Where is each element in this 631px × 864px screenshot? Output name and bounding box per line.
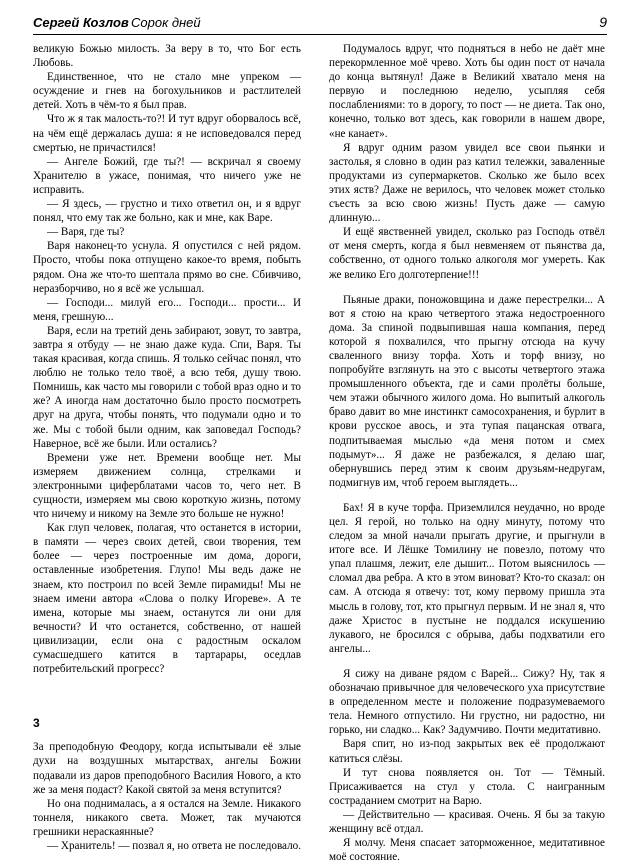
right-text-column (329, 42, 605, 864)
running-header (33, 12, 607, 35)
paragraph: Я молчу. Меня спасает заторможенное, медитативное моё состояние. (329, 837, 605, 864)
paragraph: И тут снова появляется он. Тот — Тёмный. Присаживается на стул у стола. С наигранным состраданием смотрит на Варю. (329, 766, 605, 807)
paragraph: Я вдруг одним разом увидел все свои пьянки и застолья, я словно в один раз катил тележки, заваленные продуктами из супермаркетов. Сколько же было всех этих яств? Даже не верилось, что человек может столько съесть за всю свою жизнь! Пусть даже — самую длинную... (329, 141, 605, 225)
paragraph: Бах! Я в куче торфа. Приземлился неудачно, но вроде цел. Я герой, но только на одну минуту, потому что следом за мной начали прыгать другие, и прыгнули в итоге все. И Лёшке Томилину не повезло, потому что упал плашмя, лежит, еле дышит... Потом выяснилось — сломал два ребра. А кто в этом виноват? Кто-то сказал: он сам. А отсюда я отвечу: тот, кому первому пришла эта мысль в голову, тот, кто прыгнул первым. И не знал я, что даже Христос в пустыне не поддался искушению лукавого, не бросился с обрыва, дабы подхватили его ангелы... (329, 501, 605, 655)
paragraph: Варя наконец-то уснула. Я опустился с ней рядом. Просто, чтобы пока отпущено какое-то время, побыть рядом. Она же что-то шептала прямо во сне. Сбивчиво, неразборчиво, но я всё же услышал. (33, 240, 301, 295)
paragraph: — Я здесь, — грустно и тихо ответил он, и я вдруг понял, что ему так же больно, как и мне, как Варе. (33, 198, 301, 225)
paragraph: Варя, если на третий день забирают, зовут, то завтра, завтра я отбуду — не знаю даже куда. Спи, Варя. Ты такая красивая, когда спишь. Я только сейчас понял, что люблю не только тело твоё, а всю тебя, душу твою. Помнишь, как часто мы говорили с тобой враз одно и то же? А иногда нам достаточно было просто посмотреть друг на друга, чтобы понять, что подумали одно и то же. Мы с тобой были одним, как заповедал Господь? Наверное, всё же были. Или остались? (33, 324, 301, 450)
paragraph: Подумалось вдруг, что подняться в небо не даёт мне перекормленное моё чрево. Хоть бы один пост от начала до конца вытянул! Даже в Великий хватало меня на первую и последнюю неделю, усыпляя себя послаблениями: то в дорогу, то пост — не диета. Так оно, конечно, только вот здесь, как говорили в нашем дворе, «не канает». (329, 43, 605, 140)
paragraph: — Ангеле Божий, где ты?! — вскричал я своему Хранителю в ужасе, понимая, что ничего уже не исправить. (33, 155, 301, 196)
paragraph: великую Божью милость. За веру в то, что Бог есть Любовь. (33, 43, 301, 70)
paragraph: Как глуп человек, полагая, что останется в истории, в памяти — через своих детей, свои творения, тем более — через построенные им дома, дороги, оставленные изобретения. Глупо! Мы ведь даже не знаем, кто построил по всей Земле пирамиды! Мы не знаем имени автора «Слова о полку Игореве». А те имена, которые мы знаем, останутся ли они для вечности? И что останется, собственно, от нашей цивилизации, если она с радостным оскалом сумасшедшего катится в тартарары, оседлав потребительский прогресс? (33, 522, 301, 676)
paragraph: — Хранитель! — позвал я, но ответа не последовало. (47, 839, 302, 852)
paragraph: Варя спит, но из-под закрытых век её продолжают катиться слёзы. (329, 738, 605, 765)
paragraph: Единственное, что не стало мне упреком — осуждение и гнев на богохульников и растлителей детей. Хоть в чём-то я был прав. (33, 71, 301, 112)
paragraph: И ещё явственней увидел, сколько раз Господь отвёл от меня смерть, когда я был невменяем от пьянства да, собственно, от одного только алкоголя мог умереть. Как же велико Его долготерпение!!! (329, 226, 605, 281)
paragraph: — Действительно — красивая. Очень. Я бы за такую женщину всё отдал. (329, 808, 605, 835)
header-book-title: Сорок дней (131, 15, 201, 30)
paragraph: Но она поднималась, а я остался на Земле. Никакого тоннеля, никакого света. Может, так мучаются грешники нераскаянные? (33, 797, 301, 838)
paragraph: — Господи... милуй его... Господи... прости... И меня, грешную... (33, 296, 301, 323)
header-author: Сергей Козлов (33, 15, 129, 30)
left-text-column (33, 42, 301, 853)
paragraph: — Варя, где ты? (47, 226, 125, 239)
paragraph: Я сижу на диване рядом с Варей... Сижу? Ну, так я обозначаю привычное для человеческого уха присутствие в определенном месте и положение подразумеваемого тела. Немного отпустило. Ни грустно, ни радостно, ни горько, ни сладко... Как? Задумчиво. Почти медитативно. (329, 667, 605, 737)
paragraph: За преподобную Феодору, когда испытывали её злые духи на воздушных мытарствах, ангелы Божии подавали из даров преподобного Василия Нового, а кто же за меня подаст? Какой святой за меня вступится? (33, 741, 301, 796)
paragraph: Пьяные драки, поножовщина и даже перестрелки... А вот я стою на краю четвертого этажа недостроенного дома. За спиной подвыпившая наша компания, перед которой я похвалился, что прыгну отсюда на кучу сваленного внизу торфа. Хоть и торф внизу, но попробуйте взглянуть на это с высоты четвертого этажа промышленного объекта, где и сами пролёты больше, чем этажи обычного жилого дома. Но выпитый алкоголь браво давит во мне инстинкт самосохранения, и бурлит в крови русское авось, и эта тупая пацанская отвага, подпитываемая мыслью «да меня потом и смех подымут»... Я даже не разбежался, я делаю шаг, обернувшись перед этим к своим друзьям-недругам, подмигнув им, чтоб героем выглядеть... (329, 293, 605, 489)
section-number: 3 (33, 716, 40, 731)
paragraph: Что ж я так малость-то?! И тут вдруг оборвалось всё, на чём ещё держалась душа: я не исповедовался перед смертью, не причастился! (33, 113, 301, 154)
paragraph: Времени уже нет. Времени вообще нет. Мы измеряем движением солнца, стрелками и электронными циферблатами часов то, чего нет. В сущности, измеряем мы свою короткую жизнь, потому что ничему и никому на Земле это больше не нужно! (33, 451, 301, 521)
page-number: 9 (599, 14, 607, 30)
